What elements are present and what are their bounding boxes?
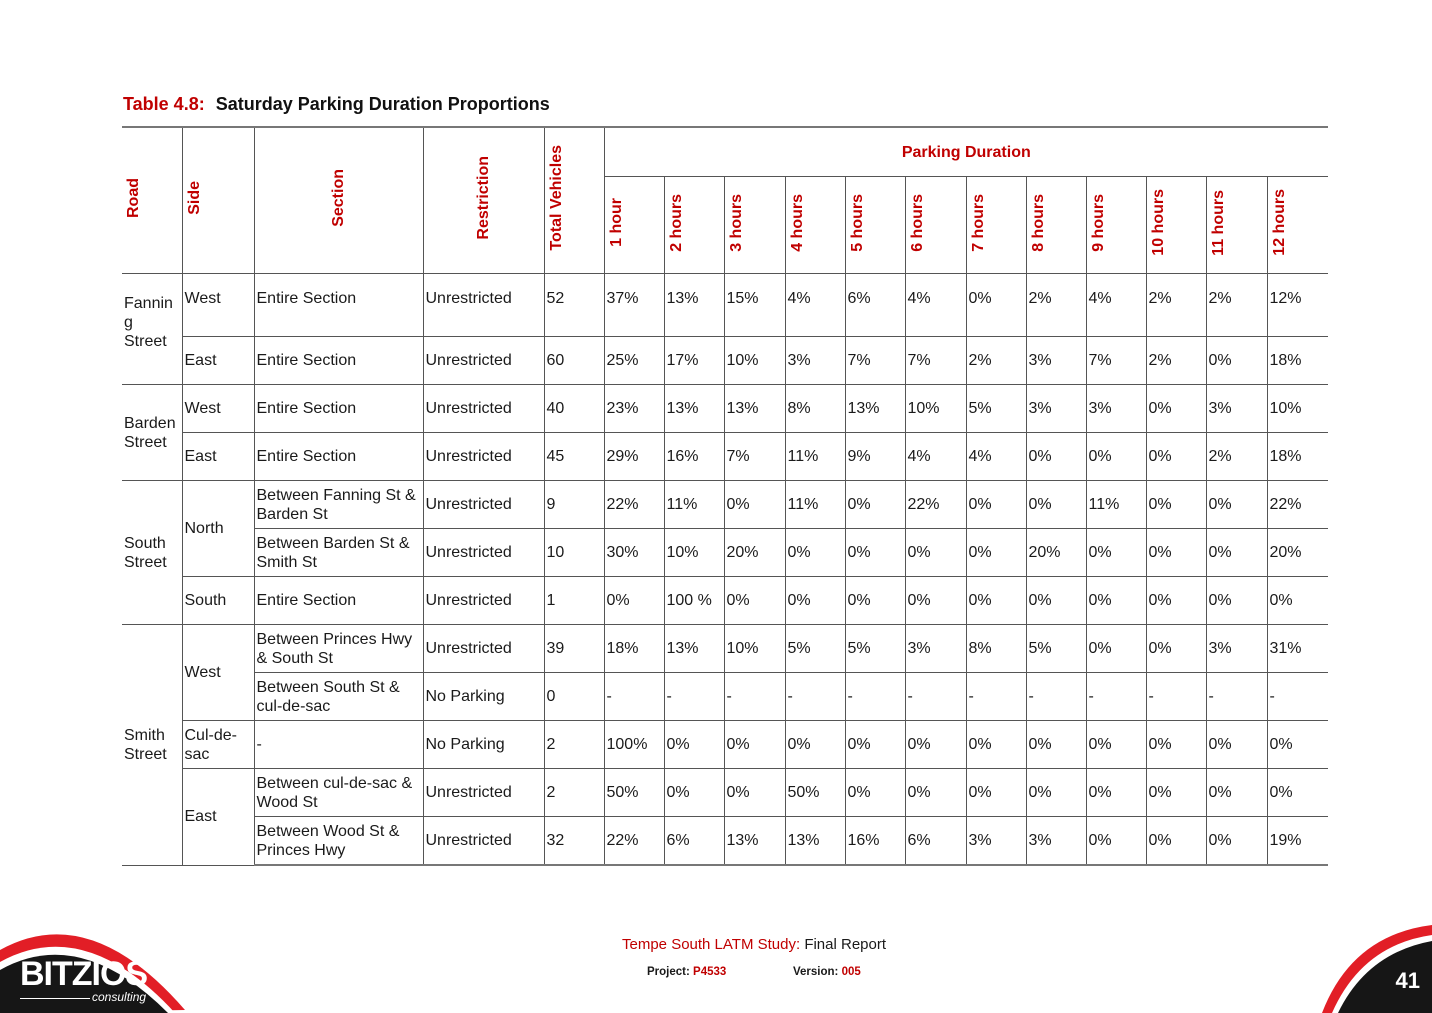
duration-cell: 0% <box>845 577 905 625</box>
table-caption <box>123 94 550 115</box>
duration-cell: - <box>905 673 966 721</box>
section-cell: Between cul-de-sac & Wood St <box>254 769 423 817</box>
duration-cell: 0% <box>1206 577 1267 625</box>
duration-cell: 5% <box>966 385 1026 433</box>
table-row <box>122 481 1328 529</box>
duration-cell: 5% <box>845 625 905 673</box>
duration-cell: 22% <box>1267 481 1328 529</box>
header-section: Section <box>254 127 423 274</box>
header-hour: 10 hours <box>1146 177 1206 274</box>
side-cell: South <box>182 577 254 625</box>
duration-cell: 4% <box>905 433 966 481</box>
duration-cell: 0% <box>1267 577 1328 625</box>
duration-cell: 0% <box>1026 721 1086 769</box>
header-hour: 6 hours <box>905 177 966 274</box>
duration-cell: 11% <box>664 481 724 529</box>
duration-cell: 22% <box>604 817 664 866</box>
table-row <box>122 433 1328 481</box>
table-row <box>122 769 1328 817</box>
section-cell: Entire Section <box>254 337 423 385</box>
duration-cell: 22% <box>905 481 966 529</box>
table-row <box>122 625 1328 673</box>
duration-cell: 11% <box>1086 481 1146 529</box>
duration-cell: 4% <box>905 274 966 337</box>
table-row <box>122 673 1328 721</box>
total-vehicles-cell: 10 <box>544 529 604 577</box>
side-cell: West <box>182 625 254 721</box>
page-number: 41 <box>1395 968 1420 993</box>
duration-cell: 7% <box>845 337 905 385</box>
section-cell: - <box>254 721 423 769</box>
duration-cell: 18% <box>1267 433 1328 481</box>
road-cell: Smith Street <box>122 625 182 866</box>
duration-cell: 3% <box>1026 817 1086 866</box>
duration-cell: 0% <box>905 529 966 577</box>
duration-cell: - <box>785 673 845 721</box>
duration-cell: 0% <box>966 529 1026 577</box>
duration-cell: 13% <box>724 385 785 433</box>
duration-cell: 0% <box>1086 769 1146 817</box>
duration-cell: - <box>1026 673 1086 721</box>
restriction-cell: Unrestricted <box>423 769 544 817</box>
road-cell: South Street <box>122 481 182 625</box>
duration-cell: 0% <box>966 274 1026 337</box>
duration-cell: 0% <box>1146 577 1206 625</box>
duration-cell: 0% <box>966 721 1026 769</box>
duration-cell: 6% <box>664 817 724 866</box>
duration-cell: 2% <box>1146 337 1206 385</box>
section-cell: Between South St & cul-de-sac <box>254 673 423 721</box>
restriction-cell: No Parking <box>423 673 544 721</box>
restriction-cell: Unrestricted <box>423 337 544 385</box>
duration-cell: 17% <box>664 337 724 385</box>
header-side: Side <box>182 127 254 274</box>
duration-cell: 0% <box>1086 817 1146 866</box>
duration-cell: 22% <box>604 481 664 529</box>
duration-cell: 0% <box>845 721 905 769</box>
duration-cell: - <box>966 673 1026 721</box>
duration-cell: 3% <box>1026 385 1086 433</box>
restriction-cell: Unrestricted <box>423 385 544 433</box>
duration-cell: - <box>845 673 905 721</box>
duration-cell: 6% <box>845 274 905 337</box>
duration-cell: 13% <box>664 274 724 337</box>
duration-cell: 4% <box>966 433 1026 481</box>
duration-cell: 0% <box>664 769 724 817</box>
duration-cell: 0% <box>845 481 905 529</box>
duration-cell: 11% <box>785 433 845 481</box>
restriction-cell: Unrestricted <box>423 529 544 577</box>
duration-cell: 5% <box>785 625 845 673</box>
footer-version: Version: 005 <box>793 966 861 978</box>
duration-cell: 20% <box>1267 529 1328 577</box>
parking-duration-table <box>122 126 1328 866</box>
restriction-cell: Unrestricted <box>423 481 544 529</box>
duration-cell: 13% <box>785 817 845 866</box>
duration-cell: 3% <box>1026 337 1086 385</box>
section-cell: Between Fanning St & Barden St <box>254 481 423 529</box>
duration-cell: 0% <box>1086 577 1146 625</box>
duration-cell: 0% <box>604 577 664 625</box>
side-cell: West <box>182 274 254 337</box>
duration-cell: 100% <box>604 721 664 769</box>
restriction-cell: Unrestricted <box>423 817 544 866</box>
road-cell: Fannin g Street <box>122 274 182 385</box>
duration-cell: 0% <box>785 721 845 769</box>
duration-cell: 20% <box>1026 529 1086 577</box>
duration-cell: - <box>604 673 664 721</box>
duration-cell: 0% <box>905 769 966 817</box>
restriction-cell: No Parking <box>423 721 544 769</box>
total-vehicles-cell: 0 <box>544 673 604 721</box>
total-vehicles-cell: 40 <box>544 385 604 433</box>
section-cell: Entire Section <box>254 433 423 481</box>
total-vehicles-cell: 1 <box>544 577 604 625</box>
duration-cell: 8% <box>966 625 1026 673</box>
footer-report: Final Report <box>804 936 887 953</box>
duration-cell: 0% <box>1146 625 1206 673</box>
duration-cell: 0% <box>1146 721 1206 769</box>
table-row <box>122 817 1328 866</box>
total-vehicles-cell: 39 <box>544 625 604 673</box>
restriction-cell: Unrestricted <box>423 433 544 481</box>
section-cell: Between Barden St & Smith St <box>254 529 423 577</box>
header-parking-duration: Parking Duration <box>604 127 1328 177</box>
duration-cell: 4% <box>785 274 845 337</box>
duration-cell: 7% <box>1086 337 1146 385</box>
duration-cell: 100 % <box>664 577 724 625</box>
header-total-vehicles: Total Vehicles <box>544 127 604 274</box>
total-vehicles-cell: 60 <box>544 337 604 385</box>
restriction-cell: Unrestricted <box>423 274 544 337</box>
total-vehicles-cell: 32 <box>544 817 604 866</box>
duration-cell: - <box>1146 673 1206 721</box>
duration-cell: 10% <box>664 529 724 577</box>
duration-cell: 9% <box>845 433 905 481</box>
duration-cell: 3% <box>966 817 1026 866</box>
duration-cell: 0% <box>1086 433 1146 481</box>
logo-rule <box>20 998 90 999</box>
duration-cell: 16% <box>664 433 724 481</box>
header-restriction: Restriction <box>423 127 544 274</box>
duration-cell: 25% <box>604 337 664 385</box>
duration-cell: 0% <box>1086 529 1146 577</box>
duration-cell: 0% <box>966 769 1026 817</box>
total-vehicles-cell: 2 <box>544 769 604 817</box>
duration-cell: 0% <box>1206 721 1267 769</box>
side-cell: East <box>182 433 254 481</box>
section-cell: Between Princes Hwy & South St <box>254 625 423 673</box>
section-cell: Between Wood St & Princes Hwy <box>254 817 423 866</box>
duration-cell: 18% <box>1267 337 1328 385</box>
duration-cell: 4% <box>1086 274 1146 337</box>
duration-cell: 0% <box>1086 625 1146 673</box>
duration-cell: 10% <box>724 337 785 385</box>
side-cell: Cul-de-sac <box>182 721 254 769</box>
header-hour: 11 hours <box>1206 177 1267 274</box>
duration-cell: 0% <box>1026 481 1086 529</box>
header-road: Road <box>122 127 182 274</box>
table-row <box>122 721 1328 769</box>
duration-cell: 12% <box>1267 274 1328 337</box>
duration-cell: 2% <box>1206 274 1267 337</box>
total-vehicles-cell: 2 <box>544 721 604 769</box>
duration-cell: 0% <box>1086 721 1146 769</box>
duration-cell: 0% <box>966 577 1026 625</box>
duration-cell: 0% <box>1026 577 1086 625</box>
duration-cell: 13% <box>724 817 785 866</box>
duration-cell: 16% <box>845 817 905 866</box>
duration-cell: 13% <box>664 385 724 433</box>
duration-cell: 0% <box>1146 385 1206 433</box>
duration-cell: 10% <box>724 625 785 673</box>
duration-cell: 0% <box>905 721 966 769</box>
duration-cell: 0% <box>1206 529 1267 577</box>
total-vehicles-cell: 45 <box>544 433 604 481</box>
logo-subtitle: consulting <box>92 990 147 1004</box>
duration-cell: 13% <box>845 385 905 433</box>
duration-cell: 0% <box>1026 433 1086 481</box>
table-row <box>122 337 1328 385</box>
duration-cell: 23% <box>604 385 664 433</box>
duration-cell: 0% <box>1146 433 1206 481</box>
duration-cell: 30% <box>604 529 664 577</box>
duration-cell: 0% <box>664 721 724 769</box>
duration-cell: 2% <box>1026 274 1086 337</box>
duration-cell: 10% <box>905 385 966 433</box>
duration-cell: 0% <box>1146 481 1206 529</box>
duration-cell: 0% <box>845 769 905 817</box>
duration-cell: 3% <box>785 337 845 385</box>
header-hour: 5 hours <box>845 177 905 274</box>
duration-cell: - <box>1086 673 1146 721</box>
duration-cell: 0% <box>905 577 966 625</box>
duration-cell: 18% <box>604 625 664 673</box>
duration-cell: 29% <box>604 433 664 481</box>
duration-cell: 0% <box>1146 769 1206 817</box>
restriction-cell: Unrestricted <box>423 577 544 625</box>
header-hour: 1 hour <box>604 177 664 274</box>
duration-cell: 0% <box>1206 481 1267 529</box>
side-cell: East <box>182 769 254 866</box>
duration-cell: 8% <box>785 385 845 433</box>
duration-cell: 31% <box>1267 625 1328 673</box>
table-row <box>122 529 1328 577</box>
duration-cell: 3% <box>1086 385 1146 433</box>
table-row <box>122 385 1328 433</box>
header-hour: 2 hours <box>664 177 724 274</box>
duration-cell: 2% <box>1206 433 1267 481</box>
duration-cell: 0% <box>1206 817 1267 866</box>
duration-cell: 0% <box>1267 721 1328 769</box>
duration-cell: 6% <box>905 817 966 866</box>
footer-project: Project: P4533 <box>647 966 727 978</box>
duration-cell: 0% <box>785 577 845 625</box>
duration-cell: 2% <box>966 337 1026 385</box>
table-title: Saturday Parking Duration Proportions <box>215 94 550 114</box>
duration-cell: - <box>1206 673 1267 721</box>
duration-cell: 7% <box>724 433 785 481</box>
duration-cell: - <box>1267 673 1328 721</box>
duration-cell: 7% <box>905 337 966 385</box>
restriction-cell: Unrestricted <box>423 625 544 673</box>
total-vehicles-cell: 52 <box>544 274 604 337</box>
duration-cell: 2% <box>1146 274 1206 337</box>
duration-cell: 0% <box>1206 769 1267 817</box>
duration-cell: 3% <box>905 625 966 673</box>
side-cell: East <box>182 337 254 385</box>
duration-cell: 3% <box>1206 385 1267 433</box>
duration-cell: 15% <box>724 274 785 337</box>
duration-cell: 0% <box>1146 817 1206 866</box>
side-cell: West <box>182 385 254 433</box>
duration-cell: - <box>724 673 785 721</box>
table-number: Table 4.8: <box>123 94 205 114</box>
duration-cell: 0% <box>1267 769 1328 817</box>
duration-cell: 5% <box>1026 625 1086 673</box>
header-hour: 12 hours <box>1267 177 1328 274</box>
section-cell: Entire Section <box>254 385 423 433</box>
header-hour: 8 hours <box>1026 177 1086 274</box>
header-hour: 7 hours <box>966 177 1026 274</box>
duration-cell: 3% <box>1206 625 1267 673</box>
duration-cell: 0% <box>966 481 1026 529</box>
table-row <box>122 577 1328 625</box>
road-cell: Barden Street <box>122 385 182 481</box>
section-cell: Entire Section <box>254 274 423 337</box>
duration-cell: 37% <box>604 274 664 337</box>
duration-cell: 0% <box>724 577 785 625</box>
section-cell: Entire Section <box>254 577 423 625</box>
table-body <box>122 274 1328 866</box>
total-vehicles-cell: 9 <box>544 481 604 529</box>
header-hour: 3 hours <box>724 177 785 274</box>
duration-cell: 0% <box>845 529 905 577</box>
duration-cell: 0% <box>1206 337 1267 385</box>
duration-cell: 0% <box>724 721 785 769</box>
header-hour: 4 hours <box>785 177 845 274</box>
duration-cell: 13% <box>664 625 724 673</box>
duration-cell: 20% <box>724 529 785 577</box>
duration-cell: 10% <box>1267 385 1328 433</box>
duration-cell: 50% <box>785 769 845 817</box>
duration-cell: 50% <box>604 769 664 817</box>
duration-cell: 0% <box>1146 529 1206 577</box>
duration-cell: - <box>664 673 724 721</box>
duration-cell: 0% <box>1026 769 1086 817</box>
table-row <box>122 274 1328 337</box>
logo-wordmark: BITZIOS <box>20 955 148 993</box>
header-hour: 9 hours <box>1086 177 1146 274</box>
footer-title <box>622 936 886 953</box>
side-cell: North <box>182 481 254 577</box>
duration-cell: 0% <box>724 481 785 529</box>
duration-cell: 19% <box>1267 817 1328 866</box>
duration-cell: 0% <box>785 529 845 577</box>
duration-cell: 0% <box>724 769 785 817</box>
duration-cell: 11% <box>785 481 845 529</box>
footer-study: Tempe South LATM Study: <box>622 936 801 953</box>
